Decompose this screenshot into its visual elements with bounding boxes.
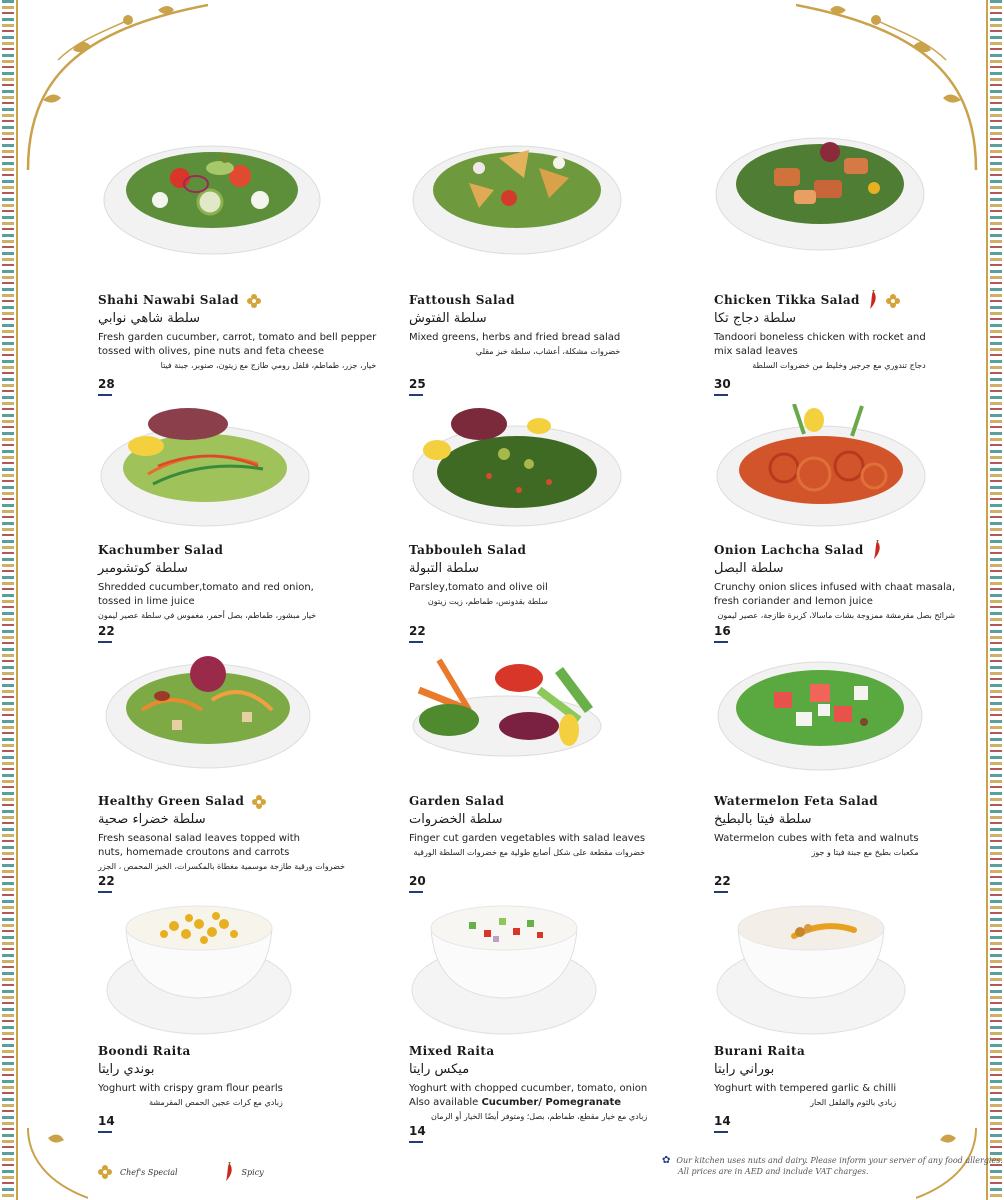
dish-photo: [714, 650, 926, 774]
dish-price: 22: [98, 624, 115, 638]
dish-photo: [409, 128, 625, 258]
dish-arabic-name: سلطة شاهي نوابي: [98, 311, 201, 326]
dish-description: Shredded cucumber,tomato and red onion, tossed in lime juice: [98, 582, 314, 607]
price-underline: [714, 641, 728, 643]
price-underline: [98, 891, 112, 893]
dish-photo: [102, 650, 314, 774]
dish-price: 22: [409, 624, 426, 638]
chili-icon: [868, 290, 878, 310]
dish-price: 22: [714, 874, 731, 888]
dish-arabic-name: سلطة كوتشومبر: [98, 561, 188, 576]
allergy-notice: Our kitchen uses nuts and dairy. Please inform your server of any food allergies.: [676, 1156, 1003, 1165]
dish-description: Fresh garden cucumber, carrot, tomato and bell pepper tossed with olives, pine nuts and feta cheese: [98, 332, 377, 357]
dish-description: Yoghurt with chopped cucumber, tomato, onion Also available Cucumber/ Pomegranate: [409, 1083, 648, 1108]
dish-photo: [714, 900, 908, 1036]
dish-arabic-name: سلطة دجاج تكا: [714, 311, 797, 326]
price-underline: [98, 1131, 112, 1133]
price-underline: [714, 1131, 728, 1133]
dish-arabic-description: خضروات مقطعة على شكل أصابع طولية مع خضروات السلطة الورقية: [413, 848, 646, 857]
chef-special-icon: [98, 1165, 112, 1179]
dish-name: Onion Lachcha Salad: [714, 543, 864, 557]
allergy-footnote: [662, 1155, 1003, 1177]
dish-name: Kachumber Salad: [98, 543, 224, 557]
dish-arabic-name: سلطة البصل: [714, 561, 784, 576]
dish-arabic-description: مكعبات بطيخ مع جبنة فيتا و جوز: [811, 848, 919, 857]
dish-name: Healthy Green Salad: [98, 794, 245, 808]
dish-description: Tandoori boneless chicken with rocket and mix salad leaves: [714, 332, 926, 357]
dish-arabic-description: خيار مبشور، طماطم، بصل أحمر، مغموس في سلطة عصير ليمون: [98, 611, 317, 620]
dish-description: Parsley,tomato and olive oil: [409, 582, 548, 593]
dish-arabic-description: شرائح بصل مقرمشة ممزوجة بشات ماسالا، كزبرة طازجة، عصير ليمون: [717, 611, 956, 620]
dish-description: Fresh seasonal salad leaves topped with nuts, homemade croutons and carrots: [98, 833, 300, 858]
dish-arabic-description: زبادي مع خيار مقطع، طماطم، بصل؛ ومتوفر أيضًا الخيار أو الرمان: [430, 1112, 648, 1121]
price-underline: [98, 394, 112, 396]
left-border-pattern: [2, 0, 14, 1200]
dish-price: 22: [98, 874, 115, 888]
price-underline: [714, 891, 728, 893]
dish-price: 28: [98, 377, 115, 391]
dish-photo: [714, 404, 928, 532]
chef-special-icon: [886, 293, 900, 307]
dish-description: Finger cut garden vegetables with salad leaves: [409, 833, 646, 844]
dish-price: 14: [98, 1114, 115, 1128]
dish-description: Watermelon cubes with feta and walnuts: [714, 833, 919, 844]
dish-arabic-name: سلطة التبولة: [409, 561, 480, 576]
dish-name: Burani Raita: [714, 1044, 806, 1058]
right-border-line: [986, 0, 988, 1200]
dish-description: Mixed greens, herbs and fried bread salad: [409, 332, 621, 343]
dish-photo: [714, 128, 928, 258]
dish-arabic-name: ميكس رايتا: [409, 1062, 470, 1077]
dish-price: 14: [714, 1114, 731, 1128]
chef-special-icon: [252, 794, 266, 808]
dish-arabic-description: سلطة بقدونس، طماطم، زيت زيتون: [427, 597, 548, 606]
dish-name: Boondi Raita: [98, 1044, 191, 1058]
dish-arabic-name: بوراني رايتا: [714, 1062, 775, 1077]
chili-icon: [224, 1162, 234, 1182]
dish-name: Garden Salad: [409, 794, 505, 808]
left-border-line: [16, 0, 18, 1200]
dish-photo: [409, 650, 605, 760]
dish-photo: [100, 128, 324, 258]
legend-spicy-label: Spicy: [241, 1167, 264, 1177]
dish-arabic-name: سلطة الخضروات: [409, 812, 503, 827]
price-underline: [714, 394, 728, 396]
price-underline: [409, 891, 423, 893]
dish-photo: [409, 900, 599, 1036]
dish-price: 20: [409, 874, 426, 888]
dish-photo: [98, 404, 312, 532]
right-border-pattern: [990, 0, 1002, 1200]
dish-arabic-description: خضروات مشكلة، أعشاب، سلطة خبز مقلي: [475, 347, 621, 356]
dish-name: Tabbouleh Salad: [409, 543, 527, 557]
dish-arabic-name: سلطة فيتا بالبطيخ: [714, 812, 812, 827]
dish-name: Shahi Nawabi Salad: [98, 293, 239, 307]
dish-price: 14: [409, 1124, 426, 1138]
dish-name: Watermelon Feta Salad: [714, 794, 879, 808]
dish-description: Yoghurt with tempered garlic & chilli: [714, 1083, 897, 1094]
flower-bullet-icon: ✿: [662, 1155, 671, 1166]
chef-special-icon: [247, 293, 261, 307]
dish-arabic-name: سلطة الفتوش: [409, 311, 487, 326]
dish-photo: [104, 900, 294, 1036]
dish-name: Fattoush Salad: [409, 293, 515, 307]
dish-arabic-description: دجاج تندوري مع جرجير وخليط من خضروات السلطة: [752, 361, 926, 370]
dish-arabic-description: خيار، جزر، طماطم، فلفل رومي طازج مع زيتون، صنوبر، جبنة فيتا: [160, 361, 377, 370]
vat-notice: All prices are in AED and include VAT charges.: [678, 1167, 869, 1176]
dish-name: Mixed Raita: [409, 1044, 495, 1058]
dish-arabic-name: بوندي رايتا: [98, 1062, 155, 1077]
price-underline: [409, 394, 423, 396]
dish-description: Crunchy onion slices infused with chaat masala, fresh coriander and lemon juice: [714, 582, 956, 607]
chili-icon: [872, 540, 882, 560]
bottom-left-ornament: [18, 1128, 88, 1200]
dish-price: 16: [714, 624, 731, 638]
dish-description: Yoghurt with crispy gram flour pearls: [98, 1083, 283, 1094]
price-underline: [409, 1141, 423, 1143]
dish-photo: [409, 404, 625, 532]
dish-arabic-description: خضروات ورقية طازجة موسمية مغطاة بالمكسرات، الخبز المحمص ، الجزر: [98, 862, 345, 871]
legend: [98, 1162, 264, 1182]
dish-arabic-name: سلطة خضراء صحية: [98, 812, 206, 827]
dish-name: Chicken Tikka Salad: [714, 293, 860, 307]
legend-chef-special-label: Chef's Special: [120, 1167, 178, 1177]
dish-arabic-description: زبادي بالثوم والفلفل الحار: [810, 1098, 897, 1107]
dish-price: 25: [409, 377, 426, 391]
dish-arabic-description: زبادي مع كرات عجين الحمص المقرمشة: [149, 1098, 283, 1107]
price-underline: [98, 641, 112, 643]
dish-price: 30: [714, 377, 731, 391]
price-underline: [409, 641, 423, 643]
